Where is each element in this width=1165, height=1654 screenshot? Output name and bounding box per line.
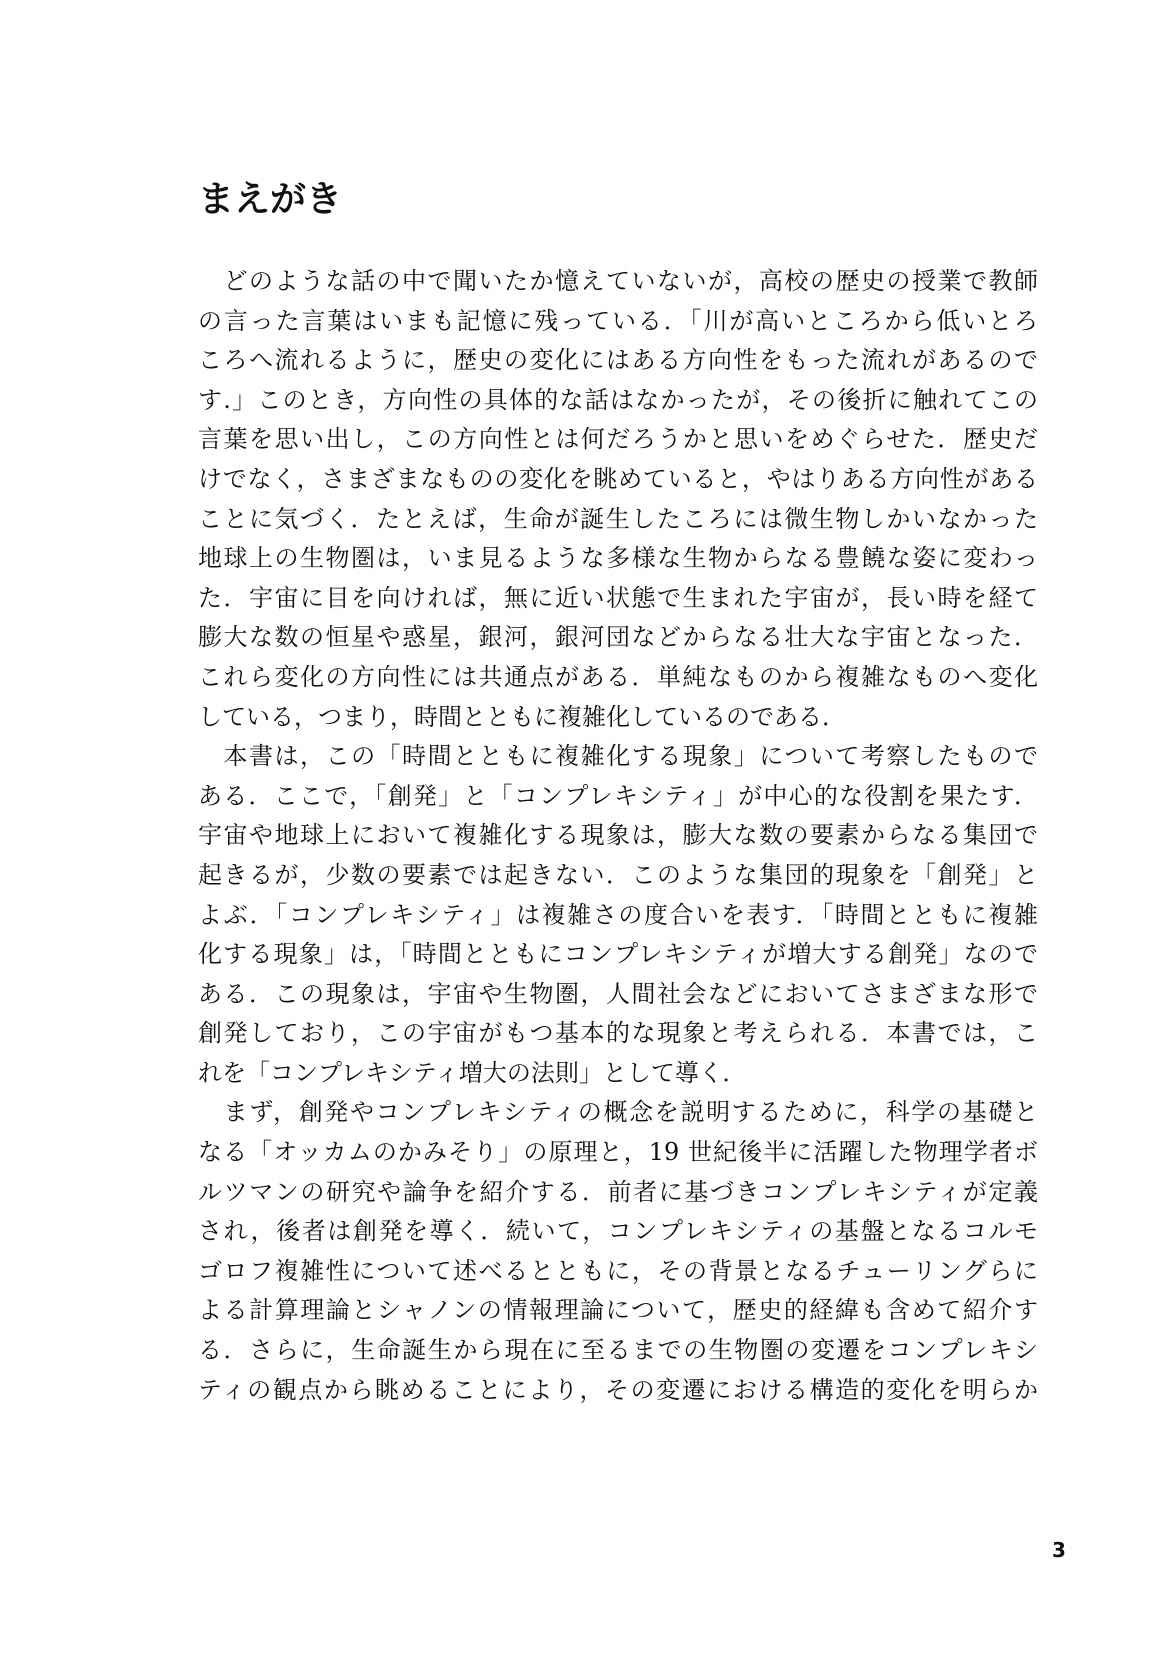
text-line: なる「オッカムのかみそり」の原理と，19 世紀後半に活躍した物理学者ボ [198,1138,1038,1167]
text-line: 膨大な数の恒星や惑星，銀河，銀河団などからなる壮大な宇宙となった． [198,623,1038,652]
text-line: の言った言葉はいまも記憶に残っている．「川が高いところから低いとろ [198,306,1038,335]
text-line: す.」このとき，方向性の具体的な話はなかったが，その後折に触れてこの [198,385,1038,414]
body-text [198,262,1038,1410]
text-line: ことに気づく．たとえば，生命が誕生したころには微生物しかいなかった [198,504,1038,533]
text-line: どのような話の中で聞いたか憶えていないが，高校の歴史の授業で教師 [198,267,1038,295]
text-line: 化する現象」は，「時間とともにコンプレキシティが増大する創発」なので [198,940,1038,969]
text-line: ある．この現象は，宇宙や生物圏，人間社会などにおいてさまざまな形で [198,979,1038,1008]
text-line: ルツマンの研究や論争を紹介する．前者に基づきコンプレキシティが定義 [198,1177,1038,1206]
text-line: 宇宙や地球上において複雑化する現象は，膨大な数の要素からなる集団で [198,821,1038,850]
text-line: た．宇宙に目を向ければ，無に近い状態で生まれた宇宙が，長い時を経て [198,583,1038,612]
text-line: けでなく，さまざまなものの変化を眺めていると，やはりある方向性がある [198,464,1038,493]
text-line: ティの観点から眺めることにより，その変遷における構造的変化を明らか [198,1375,1038,1404]
paragraph-end-line: れを「コンプレキシティ増大の法則」として導く． [198,1058,747,1087]
text-line: 本書は，この「時間とともに複雑化する現象」について考察したもので [198,742,1038,771]
text-line: 地球上の生物圏は，いま見るような多様な生物からなる豊饒な姿に変わっ [198,544,1038,573]
page-number: 3 [1052,1538,1066,1562]
text-line: まず，創発やコンプレキシティの概念を説明するために，科学の基礎と [198,1098,1038,1127]
text-line: 創発しており，この宇宙がもつ基本的な現象と考えられる．本書では，こ [198,1019,1038,1048]
text-line: よぶ．「コンプレキシティ」は複雑さの度合いを表す．「時間とともに複雑 [198,900,1038,929]
text-line: ころへ流れるように，歴史の変化にはある方向性をもった流れがあるので [198,346,1038,375]
page-title: まえがき [198,179,343,220]
text-line: る．さらに，生命誕生から現在に至るまでの生物圏の変遷をコンプレキシ [198,1336,1038,1365]
text-line: され，後者は創発を導く．続いて，コンプレキシティの基盤となるコルモ [198,1217,1038,1246]
text-line: ゴロフ複雑性について述べるとともに，その背景となるチューリングらに [198,1256,1038,1285]
text-line: ある．ここで，「創発」と「コンプレキシティ」が中心的な役割を果たす． [198,781,1038,810]
text-line: 言葉を思い出し，この方向性とは何だろうかと思いをめぐらせた．歴史だ [198,425,1038,454]
paragraph-end-line: している，つまり，時間とともに複雑化しているのである． [198,702,846,731]
text-line: 起きるが，少数の要素では起きない．このような集団的現象を「創発」と [198,860,1038,889]
text-line: これら変化の方向性には共通点がある．単純なものから複雑なものへ変化 [198,662,1038,691]
text-line: よる計算理論とシャノンの情報理論について，歴史的経緯も含めて紹介す [198,1296,1038,1325]
